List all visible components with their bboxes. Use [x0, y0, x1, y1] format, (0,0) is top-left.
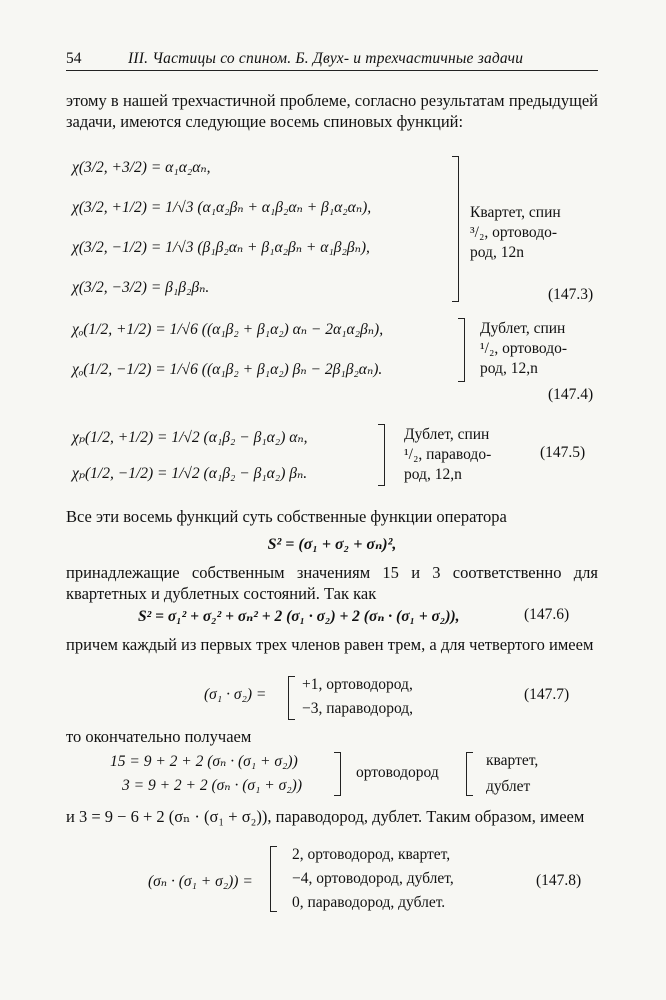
equation-line: χ(3/2, −3/2) = β₁β₂βₙ. [72, 279, 210, 296]
equation-number: (147.6) [524, 606, 570, 623]
equation-label: Дублет, спин [404, 426, 490, 443]
equation-label: ³/₂, ортоводо- [470, 224, 558, 241]
equation-lhs: (σ₁ · σ₂) = [204, 686, 267, 703]
equation-label: ¹/₂, ортоводо- [480, 340, 568, 357]
paragraph-and-three: и 3 = 9 − 6 + 2 (σₙ · (σ₁ + σ₂)), параводород, дублет. Таким образом, имеем [66, 807, 585, 826]
s2-operator-definition: S² = (σ₁ + σ₂ + σₙ)², [267, 536, 397, 553]
equation-number: (147.7) [524, 686, 570, 703]
paragraph-all-functions: Все эти восемь функций суть собственные функции оператора [66, 507, 507, 526]
running-title: III. Частицы со спином. Б. Двух- и трехчастичные задачи [128, 50, 524, 67]
equation-number: (147.3) [548, 286, 594, 303]
paragraph-finally: то окончательно получаем [66, 727, 252, 746]
sum-line: 15 = 9 + 2 + 2 (σₙ · (σ₁ + σ₂)) [110, 753, 298, 770]
right-brace [452, 156, 459, 302]
left-brace [466, 752, 473, 796]
case-line: +1, ортоводород, [302, 676, 413, 693]
case-line: −4, ортоводород, дублет, [292, 870, 454, 887]
right-brace [334, 752, 341, 796]
equation-line: χ(3/2, −1/2) = 1/√3 (β₁β₂αₙ + β₁α₂βₙ + α₁β₂βₙ), [72, 239, 370, 256]
right-brace [458, 318, 465, 382]
left-brace [270, 846, 277, 912]
sum-line: 3 = 9 + 2 + 2 (σₙ · (σ₁ + σ₂)) [122, 777, 302, 794]
case-line: 2, ортоводород, квартет, [292, 846, 451, 863]
equation-label: род, 12n [470, 244, 524, 261]
equation-line: χₒ(1/2, −1/2) = 1/√6 ((α₁β₂ + β₁α₂) βₙ − 2β₁β₂αₙ). [72, 361, 383, 378]
paragraph-eigenvalues: принадлежащие собственным значениям 15 и 3 соответственно для квартетных и дублетных состояний. Так как [66, 563, 598, 603]
case-line: дублет [486, 778, 531, 795]
sum-middle-label: ортоводород [356, 764, 439, 781]
left-brace [288, 676, 295, 720]
equation-label: ¹/₂, параводо- [404, 446, 492, 463]
equation-147-6: S² = σ₁² + σ₂² + σₙ² + 2 (σ₁ · σ₂) + 2 (σₙ · (σ₁ + σ₂)), [138, 608, 460, 625]
right-brace [378, 424, 385, 486]
equation-label: Квартет, спин [470, 204, 561, 221]
equation-line: χ(3/2, +3/2) = α₁α₂αₙ, [72, 159, 211, 176]
equation-line: χₒ(1/2, +1/2) = 1/√6 ((α₁β₂ + β₁α₂) αₙ − 2α₁α₂βₙ), [72, 321, 384, 338]
equation-number: (147.4) [548, 386, 594, 403]
running-header [66, 48, 598, 71]
case-line: 0, параводород, дублет. [292, 894, 446, 911]
equation-label: род, 12,n [404, 466, 462, 483]
equation-label: Дублет, спин [480, 320, 566, 337]
equation-label: род, 12,n [480, 360, 538, 377]
equation-number: (147.8) [536, 872, 582, 889]
equation-lhs: (σₙ · (σ₁ + σ₂)) = [148, 873, 253, 890]
paragraph-since: причем каждый из первых трех членов равен трем, а для четвертого имеем [66, 635, 594, 654]
equation-number: (147.5) [540, 444, 586, 461]
case-line: −3, параводород, [302, 700, 414, 717]
equation-line: χₚ(1/2, +1/2) = 1/√2 (α₁β₂ − β₁α₂) αₙ, [72, 429, 308, 446]
case-line: квартет, [486, 752, 539, 769]
intro-paragraph: этому в нашей трехчастичной проблеме, согласно результатам предыдущей задачи, имеются следующие восемь спиновых функций: [66, 91, 598, 131]
equation-line: χ(3/2, +1/2) = 1/√3 (α₁α₂βₙ + α₁β₂αₙ + β₁α₂αₙ), [72, 199, 372, 216]
equation-line: χₚ(1/2, −1/2) = 1/√2 (α₁β₂ − β₁α₂) βₙ. [72, 465, 308, 482]
page-number: 54 [66, 50, 82, 67]
